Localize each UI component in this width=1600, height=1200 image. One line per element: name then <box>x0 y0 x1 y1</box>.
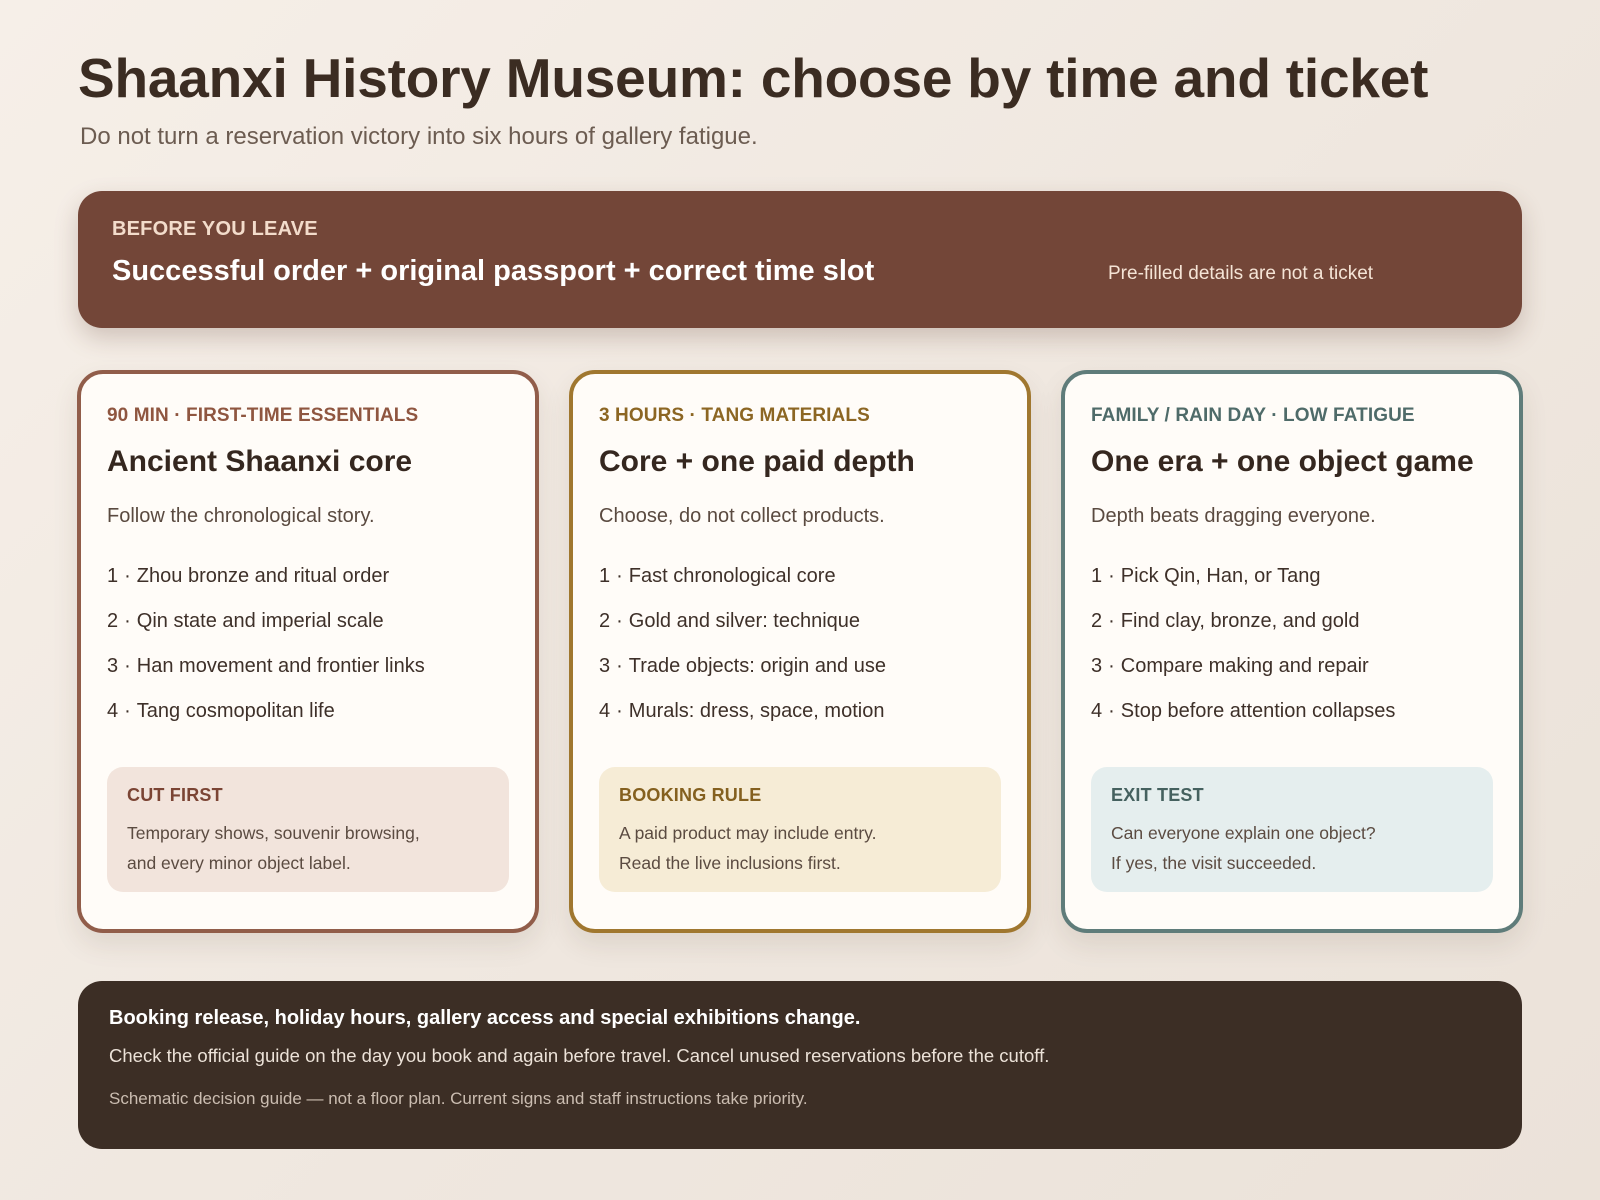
step-separator: · <box>124 700 131 722</box>
step-list <box>107 565 425 745</box>
step-number: 3 <box>1091 655 1103 677</box>
step-item <box>599 655 886 700</box>
card-lead: Depth beats dragging everyone. <box>1091 505 1376 527</box>
step-item <box>1091 610 1395 655</box>
page-subtitle: Do not turn a reservation victory into six hours of gallery fatigue. <box>80 123 758 150</box>
card-kicker: 90 MIN · FIRST-TIME ESSENTIALS <box>107 405 419 426</box>
step-separator: · <box>124 565 131 587</box>
route-card-90-min <box>77 370 539 933</box>
route-card-family <box>1061 370 1523 933</box>
note-line: and every minor object label. <box>127 853 351 873</box>
footer-body: Check the official guide on the day you book and again before travel. Cancel unused reservations before the cutoff. <box>109 1045 1050 1066</box>
step-number: 2 <box>107 610 119 632</box>
note-title: BOOKING RULE <box>619 785 762 805</box>
note-title: CUT FIRST <box>127 785 223 805</box>
exit-test-note <box>1091 767 1493 892</box>
step-text: Murals: dress, space, motion <box>628 700 885 722</box>
step-separator: · <box>1108 655 1115 677</box>
step-separator: · <box>616 655 623 677</box>
step-text: Pick Qin, Han, or Tang <box>1120 565 1321 587</box>
step-number: 1 <box>107 565 119 587</box>
page-title: Shaanxi History Museum: choose by time and ticket <box>78 47 1429 109</box>
step-item <box>107 610 425 655</box>
note-line: A paid product may include entry. <box>619 823 877 843</box>
step-item <box>1091 655 1395 700</box>
step-text: Compare making and repair <box>1120 655 1369 677</box>
route-card-3-hours <box>569 370 1031 933</box>
step-item <box>107 700 425 745</box>
note-line: Can everyone explain one object? <box>1111 823 1376 843</box>
card-title: Ancient Shaanxi core <box>107 445 413 478</box>
card-lead: Follow the chronological story. <box>107 505 375 527</box>
card-title: Core + one paid depth <box>599 445 915 478</box>
step-separator: · <box>616 610 623 632</box>
before-you-leave-banner <box>78 191 1522 328</box>
step-separator: · <box>616 565 623 587</box>
step-text: Fast chronological core <box>628 565 836 587</box>
note-line: Temporary shows, souvenir browsing, <box>127 823 420 843</box>
step-text: Qin state and imperial scale <box>136 610 384 632</box>
card-kicker: 3 HOURS · TANG MATERIALS <box>599 405 870 426</box>
step-number: 3 <box>599 655 611 677</box>
card-title: One era + one object game <box>1091 445 1474 478</box>
step-number: 2 <box>1091 610 1103 632</box>
step-text: Tang cosmopolitan life <box>136 700 335 722</box>
step-number: 2 <box>599 610 611 632</box>
step-separator: · <box>1108 610 1115 632</box>
step-text: Trade objects: origin and use <box>628 655 886 677</box>
step-item <box>1091 565 1395 610</box>
card-lead: Choose, do not collect products. <box>599 505 885 527</box>
footer-note: Schematic decision guide — not a floor plan. Current signs and staff instructions take priority. <box>109 1089 808 1108</box>
step-number: 4 <box>107 700 119 722</box>
step-number: 1 <box>599 565 611 587</box>
step-text: Han movement and frontier links <box>136 655 425 677</box>
footer-heading: Booking release, holiday hours, gallery access and special exhibitions change. <box>109 1007 861 1029</box>
footer-disclaimer <box>78 981 1522 1149</box>
step-text: Find clay, bronze, and gold <box>1120 610 1360 632</box>
step-number: 3 <box>107 655 119 677</box>
step-separator: · <box>616 700 623 722</box>
note-line: If yes, the visit succeeded. <box>1111 853 1317 873</box>
step-text: Zhou bronze and ritual order <box>136 565 390 587</box>
step-list <box>1091 565 1395 745</box>
step-item <box>599 610 886 655</box>
step-separator: · <box>1108 700 1115 722</box>
card-kicker: FAMILY / RAIN DAY · LOW FATIGUE <box>1091 405 1415 426</box>
step-item <box>599 700 886 745</box>
step-text: Stop before attention collapses <box>1120 700 1396 722</box>
step-item <box>599 565 886 610</box>
step-separator: · <box>124 655 131 677</box>
note-line: Read the live inclusions first. <box>619 853 841 873</box>
step-list <box>599 565 886 745</box>
step-separator: · <box>1108 565 1115 587</box>
cut-first-note <box>107 767 509 892</box>
note-title: EXIT TEST <box>1111 785 1204 805</box>
step-number: 4 <box>599 700 611 722</box>
step-item <box>1091 700 1395 745</box>
step-separator: · <box>124 610 131 632</box>
step-item <box>107 655 425 700</box>
step-number: 4 <box>1091 700 1103 722</box>
banner-note: Pre-filled details are not a ticket <box>1108 263 1374 284</box>
banner-kicker: BEFORE YOU LEAVE <box>112 218 318 240</box>
booking-rule-note <box>599 767 1001 892</box>
step-number: 1 <box>1091 565 1103 587</box>
step-item <box>107 565 425 610</box>
step-text: Gold and silver: technique <box>628 610 861 632</box>
banner-requirements: Successful order + original passport + correct time slot <box>112 255 875 287</box>
